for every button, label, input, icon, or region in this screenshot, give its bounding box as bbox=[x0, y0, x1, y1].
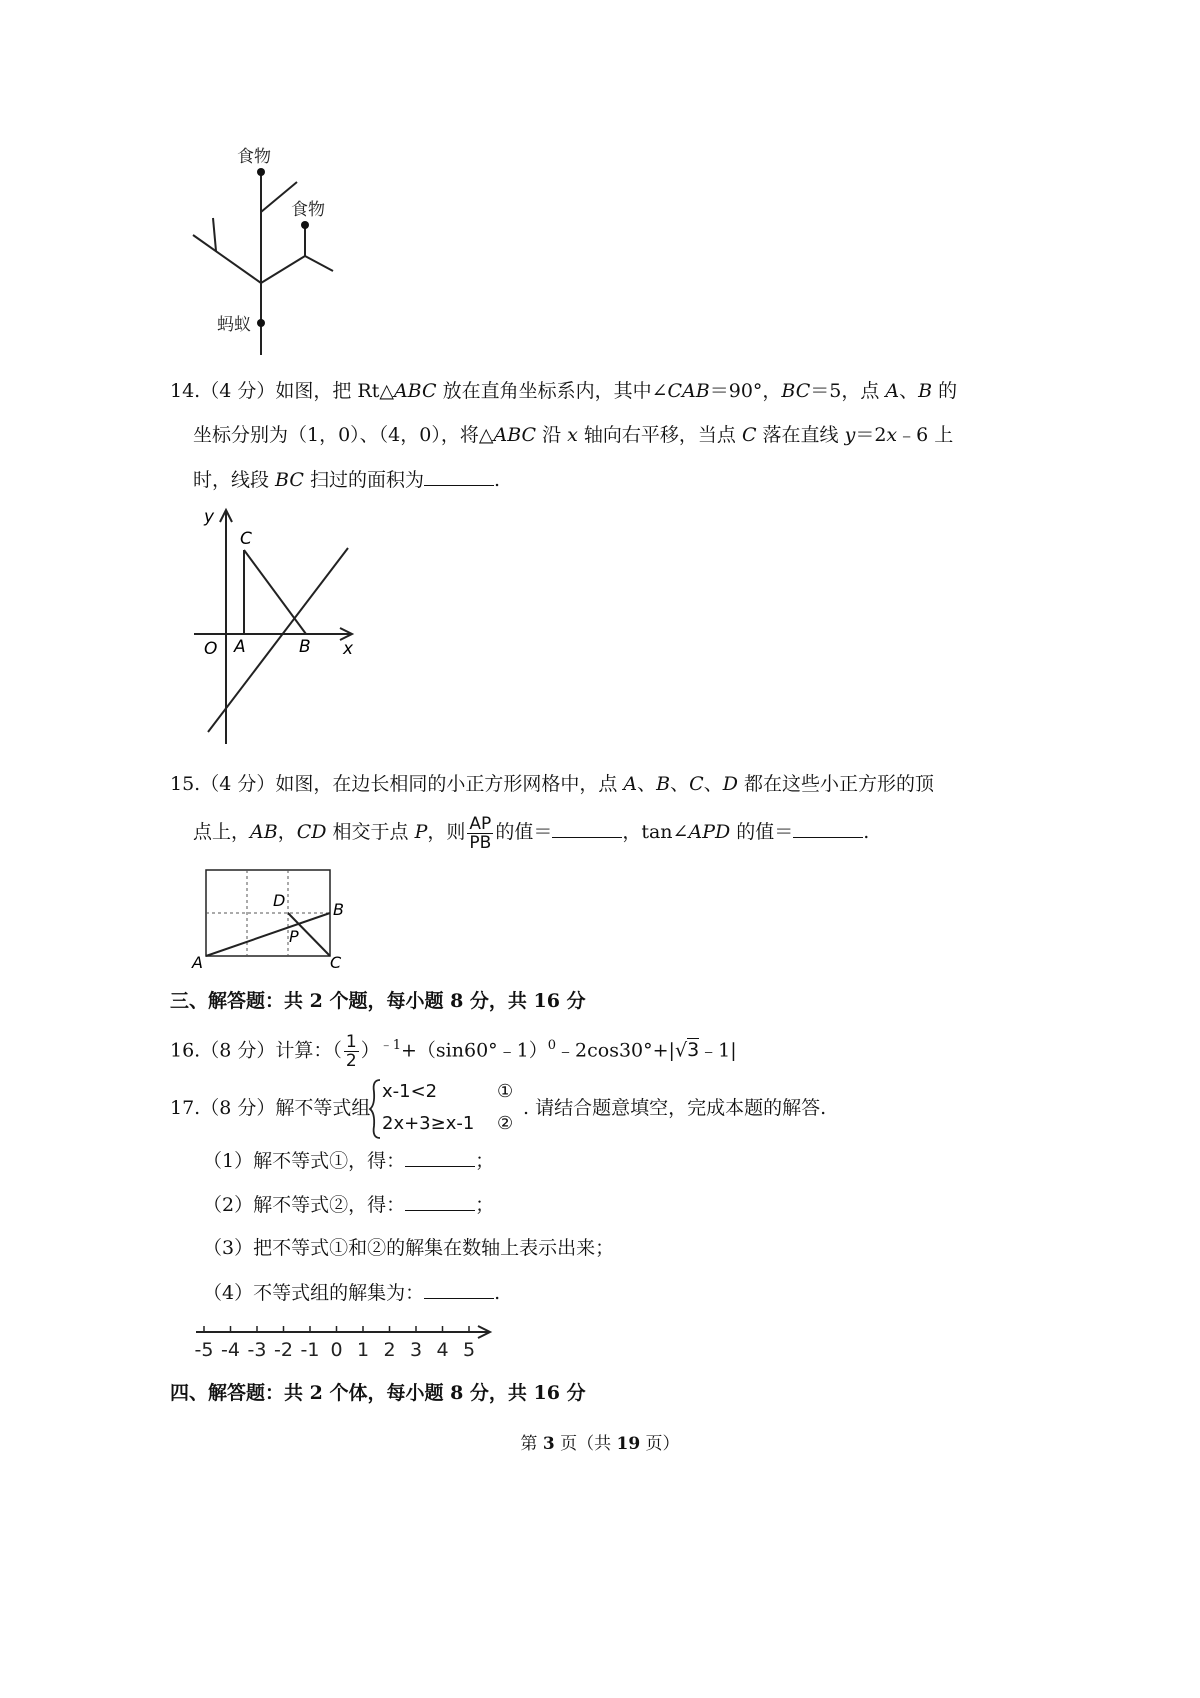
q17-part2: （2）解不等式②，得： ； bbox=[203, 1194, 495, 1216]
answer-blank[interactable] bbox=[424, 467, 494, 486]
q17-instruction: . 请结合题意填空，完成本题的解答. bbox=[523, 1097, 827, 1119]
grid-point-b: B bbox=[333, 900, 344, 919]
q17-label: 17.（8 分）解不等式组 bbox=[170, 1097, 371, 1119]
grid-point-a: A bbox=[192, 953, 203, 972]
number-line-label: 0 bbox=[330, 1339, 343, 1361]
ant-label: 蚂蚁 bbox=[217, 315, 251, 335]
figure-grid bbox=[190, 862, 360, 974]
number-line-label: -3 bbox=[247, 1339, 267, 1361]
number-line-label: -1 bbox=[300, 1339, 320, 1361]
grid-point-p: P bbox=[289, 927, 299, 946]
q17-part4: （4）不等式组的解集为： . bbox=[203, 1282, 501, 1304]
number-line-label: 1 bbox=[356, 1339, 370, 1361]
q14-line3: 时，线段 BC 扫过的面积为 . bbox=[193, 469, 500, 491]
fraction-ap-pb: $\frac{AP}{PB}$ bbox=[469, 813, 492, 853]
q17-part1: （1）解不等式①，得： ； bbox=[203, 1150, 495, 1172]
figure-coordinate-triangle bbox=[190, 502, 370, 752]
inequality-1: x-1<2 bbox=[382, 1081, 438, 1102]
number-line-label: -4 bbox=[221, 1339, 240, 1361]
food-label-1: 食物 bbox=[237, 147, 271, 167]
food-label-2: 食物 bbox=[291, 200, 325, 220]
number-line-label: -2 bbox=[274, 1339, 293, 1361]
answer-blank-4[interactable] bbox=[424, 1280, 494, 1299]
number-line-label: 5 bbox=[462, 1339, 476, 1361]
answer-blank-tan[interactable] bbox=[793, 819, 863, 838]
number-line-label: 2 bbox=[383, 1339, 396, 1361]
inequality-2: 2x+3≥x-1 bbox=[382, 1113, 475, 1134]
inequality-mark-2: ② bbox=[497, 1113, 514, 1134]
section-4-heading: 四、解答题：共 2 个体，每小题 8 分，共 16 分 bbox=[170, 1382, 586, 1404]
x-axis-label: x bbox=[343, 639, 354, 659]
point-b-label: B bbox=[299, 637, 311, 657]
grid-point-d: D bbox=[273, 891, 286, 910]
q16-line: 16.（8 分）计算：（ $\frac{1}{2}$ ）$^{﹣1}$+（sin60°﹣1）$^0$﹣2cos30°+|√3﹣1| bbox=[170, 1031, 737, 1071]
system-brace bbox=[368, 1078, 382, 1140]
q17-part3: （3）把不等式①和②的解集在数轴上表示出来； bbox=[203, 1237, 615, 1259]
number-line-label: 3 bbox=[409, 1339, 423, 1361]
section-3-heading: 三、解答题：共 2 个题，每小题 8 分，共 16 分 bbox=[170, 990, 586, 1012]
number-line bbox=[190, 1318, 500, 1364]
page-footer: 第 3 页（共 19 页） bbox=[520, 1434, 680, 1454]
answer-blank-1[interactable] bbox=[405, 1148, 475, 1167]
fraction-one-half: $\frac{1}{2}$ bbox=[345, 1031, 357, 1071]
answer-blank-2[interactable] bbox=[405, 1192, 475, 1211]
point-a-label: A bbox=[234, 637, 246, 657]
q14-line2: 坐标分别为（1，0）、（4，0），将△ABC 沿 x 轴向右平移，当点 C 落在直线 y＝2x﹣6 上 bbox=[193, 424, 954, 446]
number-line-label: -5 bbox=[194, 1339, 214, 1361]
grid-point-c: C bbox=[330, 953, 342, 972]
figure-ant-paths bbox=[185, 140, 355, 360]
number-line-label: 4 bbox=[436, 1339, 449, 1361]
inequality-mark-1: ① bbox=[497, 1081, 514, 1102]
q14-line1: 14.（4 分）如图，把 Rt△ABC 放在直角坐标系内，其中∠CAB＝90°，BC＝5，点 A、B 的 bbox=[170, 380, 958, 402]
answer-blank-ratio[interactable] bbox=[552, 819, 622, 838]
point-c-label: C bbox=[240, 529, 252, 549]
q15-line2: 点上，AB，CD 相交于点 P，则 $\frac{AP}{PB}$ 的值＝ ，tan∠APD 的值＝ . bbox=[193, 813, 870, 853]
origin-label: O bbox=[204, 639, 218, 659]
q15-line1: 15.（4 分）如图，在边长相同的小正方形网格中，点 A、B、C、D 都在这些小正方形的顶 bbox=[170, 773, 934, 795]
y-axis-label: y bbox=[204, 507, 215, 527]
sqrt-symbol: √ bbox=[674, 1039, 688, 1062]
